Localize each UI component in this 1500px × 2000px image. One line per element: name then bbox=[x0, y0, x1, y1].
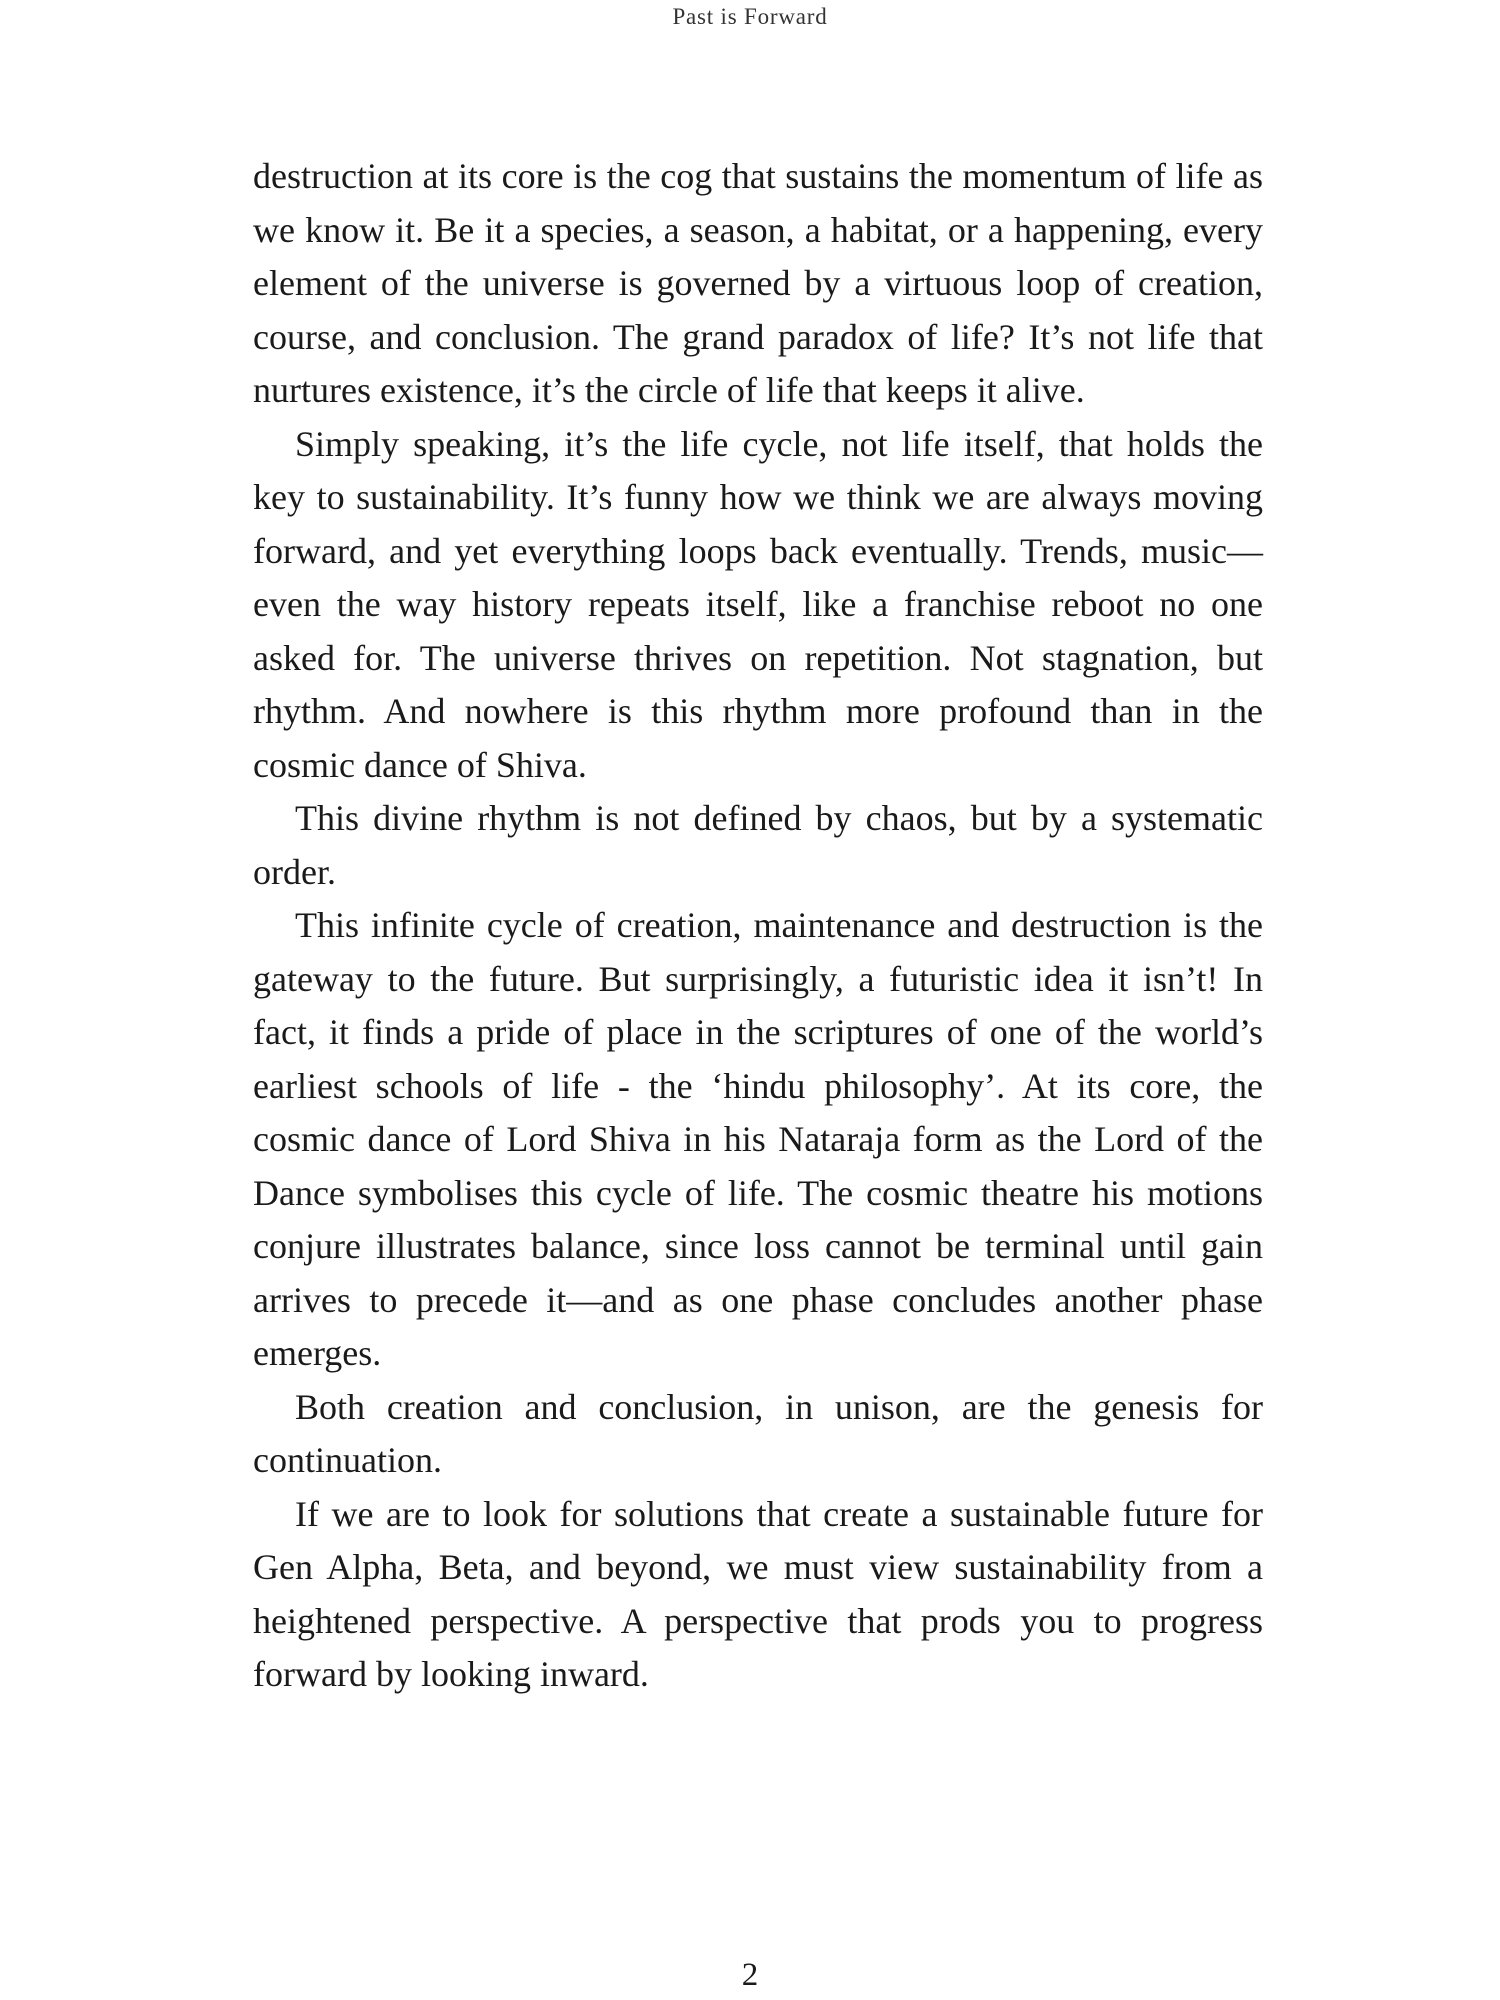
paragraph-2: Simply speaking, it’s the life cycle, not life itself, that holds the key to sustainability. It’s funny how we think we are always moving forward, and yet everything loops back eventually. Trends, music—even the way history repeats itself, like a franchise reboot no one asked for. The universe thrives on repetition. Not stagnation, but rhythm. And nowhere is this rhythm more profound than in the cosmic dance of Shiva. bbox=[253, 423, 1263, 785]
paragraph-3: This divine rhythm is not defined by chaos, but by a systematic order. bbox=[253, 798, 1263, 892]
paragraph-5: Both creation and conclusion, in unison, are the genesis for continuation. bbox=[253, 1386, 1263, 1480]
running-head-title: Past is Forward bbox=[672, 4, 828, 29]
page-number: 2 bbox=[741, 1957, 759, 1993]
paragraph-6: If we are to look for solutions that create a sustainable future for Gen Alpha, Beta, and beyond, we must view sustainability from a heightened perspective. A perspective that prods you to progress forward by looking inward. bbox=[253, 1493, 1263, 1694]
page-body bbox=[253, 150, 1263, 1702]
paragraph-1: destruction at its core is the cog that sustains the momentum of life as we know it. Be it a species, a season, a habitat, or a happening, every element of the universe is governed by a virtuous loop of creation, course, and conclusion. The grand paradox of life? It’s not life that nurtures existence, it’s the circle of life that keeps it alive. bbox=[253, 156, 1263, 410]
paragraph-4: This infinite cycle of creation, maintenance and destruction is the gateway to the future. But surprisingly, a futuristic idea it isn’t! In fact, it finds a pride of place in the scriptures of one of the world’s earliest schools of life - the ‘hindu philosophy’. At its core, the cosmic dance of Lord Shiva in his Nataraja form as the Lord of the Dance symbolises this cycle of life. The cosmic theatre his motions conjure illustrates balance, since loss cannot be terminal until gain arrives to precede it—and as one phase concludes another phase emerges. bbox=[253, 905, 1263, 1373]
